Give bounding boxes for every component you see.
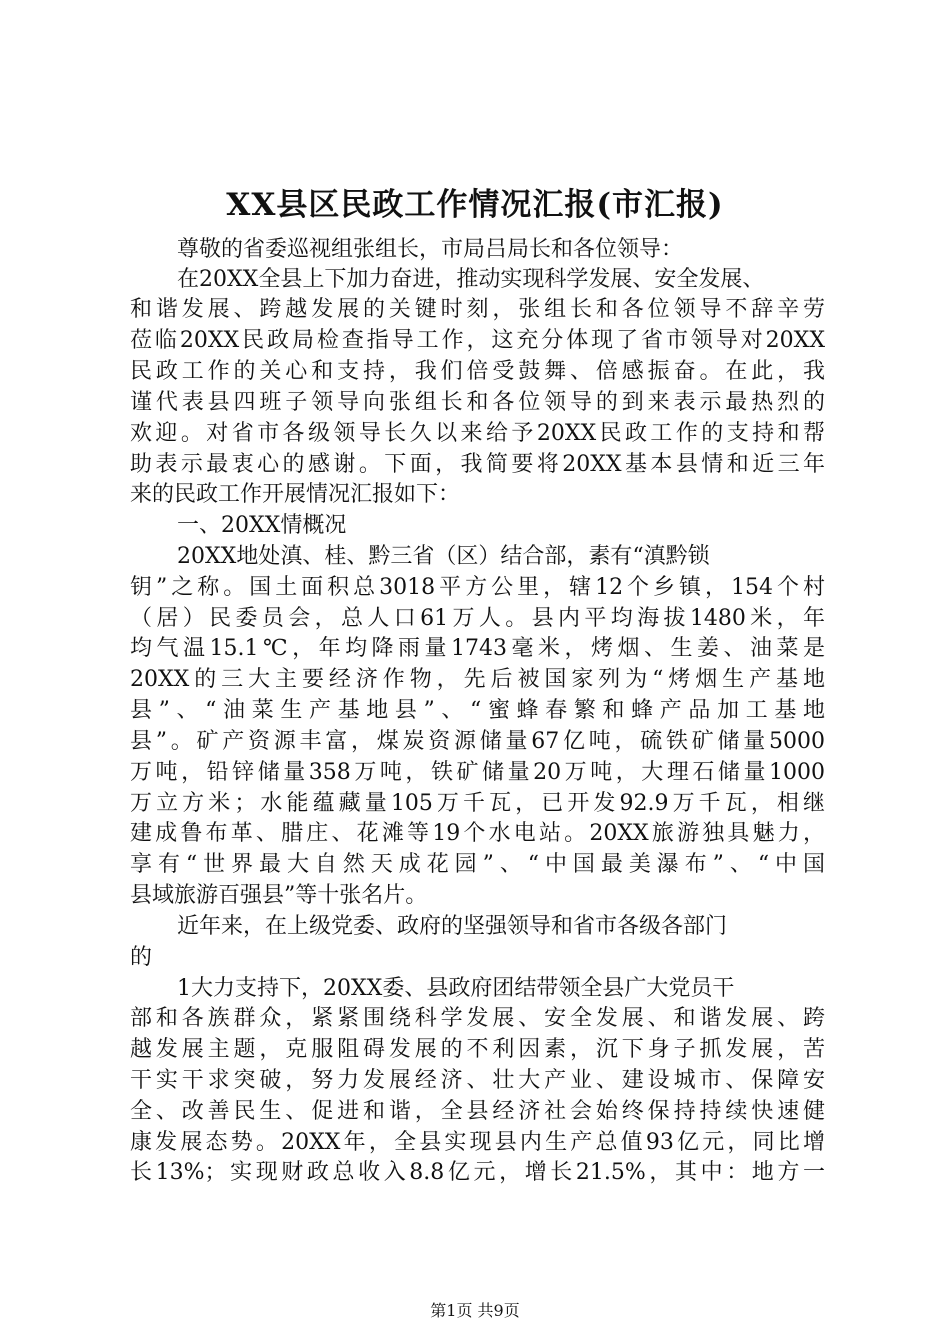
body-line: 莅临20XX民政局检查指导工作，这充分体现了省市领导对20XX [130, 328, 825, 353]
section-heading: 一、20XX情概况 [177, 513, 347, 538]
document-title: XX县区民政工作情况汇报(市汇报) [226, 187, 724, 223]
body-line: 县域旅游百强县”等十张名片。 [130, 883, 428, 908]
body-line: 万立方米；水能蕴藏量105万千瓦，已开发92.9万千瓦，相继 [130, 791, 825, 816]
body-line: 20XX地处滇、桂、黔三省（区）结合部，素有“滇黔锁 [177, 544, 710, 569]
salutation-line: 尊敬的省委巡视组张组长，市局吕局长和各位领导： [177, 237, 684, 262]
body-line: 享有“世界最大自然天成花园”、“中国最美瀑布”、“中国 [130, 852, 825, 877]
body-line: 钥”之称。国土面积总3018平方公里，辖12个乡镇，154个村 [130, 575, 825, 600]
body-line: 近年来，在上级党委、政府的坚强领导和省市各级各部门 [177, 914, 728, 939]
body-line: 的 [130, 945, 153, 970]
body-line: 20XX的三大主要经济作物，先后被国家列为“烤烟生产基地 [130, 667, 825, 692]
body-line: 越发展主题，克服阻碍发展的不利因素，沉下身子抓发展，苦 [130, 1037, 825, 1062]
body-line: 长13%；实现财政总收入8.8亿元，增长21.5%，其中：地方一 [130, 1160, 825, 1185]
body-line: 均气温15.1℃，年均降雨量1743毫米，烤烟、生姜、油菜是 [130, 636, 825, 661]
body-line: （居）民委员会，总人口61万人。县内平均海拔1480米，年 [130, 606, 825, 631]
body-line: 全、改善民生、促进和谐，全县经济社会始终保持持续快速健 [130, 1099, 825, 1124]
body-line: 县”、“油菜生产基地县”、“蜜蜂春繁和蜂产品加工基地 [130, 698, 825, 723]
body-line: 建成鲁布革、腊庄、花滩等19个水电站。20XX旅游独具魅力， [130, 821, 825, 846]
body-line: 民政工作的关心和支持，我们倍受鼓舞、倍感振奋。在此，我 [130, 359, 825, 384]
body-line: 康发展态势。20XX年，全县实现县内生产总值93亿元，同比增 [130, 1130, 825, 1155]
body-line: 来的民政工作开展情况汇报如下： [130, 482, 461, 507]
body-line: 谨代表县四班子领导向张组长和各位领导的到来表示最热烈的 [130, 390, 825, 415]
body-line: 干实干求突破，努力发展经济、壮大产业、建设城市、保障安 [130, 1068, 825, 1093]
body-line: 助表示最衷心的感谢。下面，我简要将20XX基本县情和近三年 [130, 452, 825, 477]
body-line: 和谐发展、跨越发展的关键时刻，张组长和各位领导不辞辛劳 [130, 297, 825, 322]
body-line: 1大力支持下，20XX委、县政府团结带领全县广大党员干 [177, 976, 735, 1001]
body-line: 欢迎。对省市各级领导长久以来给予20XX民政工作的支持和帮 [130, 421, 825, 446]
body-line: 县”。矿产资源丰富，煤炭资源储量67亿吨，硫铁矿储量5000 [130, 729, 825, 754]
body-line: 万吨，铅锌储量358万吨，铁矿储量20万吨，大理石储量1000 [130, 760, 825, 785]
page-footer: 第1页 共9页 [430, 1301, 520, 1320]
body-line: 在20XX全县上下加力奋进，推动实现科学发展、安全发展、 [177, 267, 765, 292]
body-line: 部和各族群众，紧紧围绕科学发展、安全发展、和谐发展、跨 [130, 1006, 825, 1031]
